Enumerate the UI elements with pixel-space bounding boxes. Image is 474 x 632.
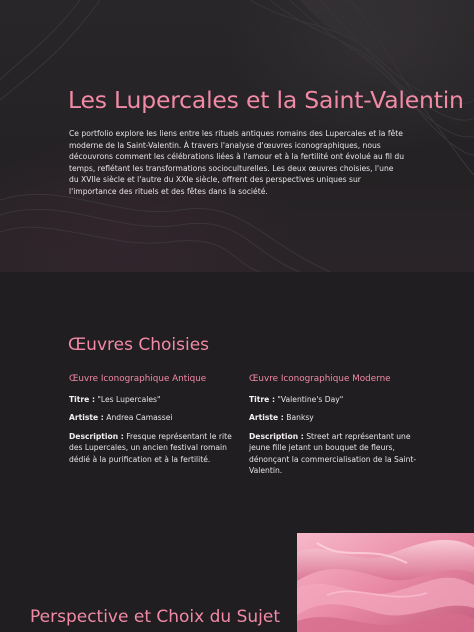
work-heading: Œuvre Iconographique Antique [69,374,207,384]
intro-paragraph: Ce portfolio explore les liens entre les rituels antiques romains des Lupercales et la fête moderne de la Saint-Valentin. À travers l'analyse d'œuvres iconographiques, nous découvrons comment les célébrations liées à l'amour et à la fertilité ont évolué au fil du temps, reflétant les transformations socioculturelles. Les deux œuvres choisies, l'une du XVIIe siècle et l'autre du XXIe siècle, offrent des perspectives uniques sur l'importance des rituels et des fêtes dans la société. [69,129,405,196]
work-description-field [69,431,239,465]
hero-section [0,0,474,272]
pink-waves-image [297,533,474,632]
field-label: Description : [249,431,304,441]
works-section-title: Œuvres Choisies [68,335,210,355]
work-title-field [69,394,239,405]
field-value: Banksy [286,413,314,423]
field-value: "Les Lupercales" [97,395,161,404]
work-card-modern [249,374,419,483]
work-description-field [249,431,419,477]
field-label: Description : [69,431,124,441]
field-label: Titre : [249,395,275,404]
field-label: Titre : [69,395,95,404]
work-heading: Œuvre Iconographique Moderne [249,374,391,384]
field-label: Artiste : [249,413,284,423]
page-title: Les Lupercales et la Saint-Valentin [68,86,464,114]
work-artist-field [249,412,419,423]
work-artist-field [69,412,239,423]
work-card-antique [69,374,239,472]
field-value: "Valentine's Day" [277,395,344,404]
field-value: Street art représentant une jeune fille jetant un bouquet de fleurs, dénonçant la commercialisation de la Saint-Valentin. [249,431,417,476]
field-value: Fresque représentant le rite des Lupercales, un ancien festival romain dédié à la purification et à la fertilité. [69,431,232,464]
field-label: Artiste : [69,413,104,423]
work-title-field [249,394,419,405]
field-value: Andrea Camassei [106,413,173,423]
perspective-section-title: Perspective et Choix du Sujet [30,607,281,627]
